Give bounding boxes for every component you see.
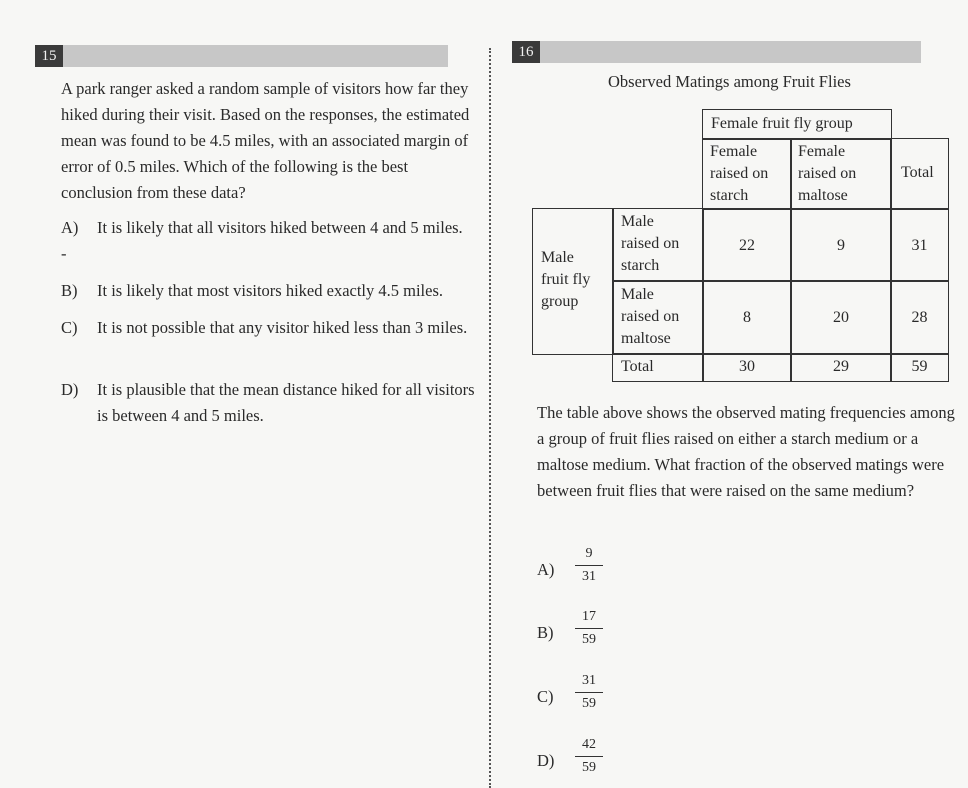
question-number: 16 <box>512 41 540 63</box>
cell-maltose-maltose: 20 <box>790 280 892 355</box>
cell-maltose-starch: 8 <box>702 280 792 355</box>
choice-letter: D) <box>537 751 555 770</box>
choice-letter: D) <box>61 380 79 399</box>
question-number: 15 <box>35 45 63 67</box>
cell-total-total: 59 <box>890 353 949 382</box>
cell-total-maltose: 29 <box>790 353 892 382</box>
choice-text: It is not possible that any visitor hiked less than 3 miles. <box>97 318 468 337</box>
choice-letter: C) <box>537 687 554 706</box>
fraction-numerator: 9 <box>575 545 603 566</box>
fraction-numerator: 17 <box>575 608 603 629</box>
col-header-starch: Female raised on starch <box>702 138 792 210</box>
col-header-maltose: Female raised on maltose <box>790 138 892 210</box>
fraction-denominator: 59 <box>582 760 596 775</box>
female-group-header: Female fruit fly group <box>702 109 892 140</box>
fraction <box>575 608 603 649</box>
column-divider <box>489 48 491 788</box>
table-title: Observed Matings among Fruit Flies <box>608 72 851 91</box>
fraction <box>575 672 603 713</box>
fraction <box>575 545 603 586</box>
fraction <box>575 736 603 777</box>
cell-total-starch: 30 <box>702 353 792 382</box>
cell-maltose-total: 28 <box>890 280 949 355</box>
choice-text: It is likely that all visitors hiked between 4 and 5 miles. <box>97 218 463 237</box>
row-header-maltose: Male raised on maltose <box>612 280 704 355</box>
question-15-header-bar <box>35 45 448 67</box>
choice-letter: A) <box>537 560 555 579</box>
fraction-numerator: 42 <box>575 736 603 757</box>
fraction-denominator: 31 <box>582 569 596 584</box>
fraction-numerator: 31 <box>575 672 603 693</box>
cell-starch-maltose: 9 <box>790 208 892 282</box>
cell-starch-total: 31 <box>890 208 949 282</box>
choice-text: It is likely that most visitors hiked exactly 4.5 miles. <box>97 281 444 300</box>
cell-starch-starch: 22 <box>702 208 792 282</box>
col-header-total: Total <box>890 138 949 210</box>
choice-letter: C) <box>61 318 78 337</box>
fraction-denominator: 59 <box>582 632 596 647</box>
choice-letter: A) - <box>61 218 79 263</box>
choice-letter: B) <box>61 281 78 300</box>
fraction-denominator: 59 <box>582 696 596 711</box>
question-16-header-bar <box>512 41 921 63</box>
row-header-starch: Male raised on starch <box>612 208 704 282</box>
male-group-header: Male fruit fly group <box>532 208 614 355</box>
choice-letter: B) <box>537 623 554 642</box>
question-15-stem: A park ranger asked a random sample of visitors how far they hiked during their visit. Based on the responses, the estimated mean was found to be 4.5 miles, with an associated margin of error of 0.5 miles. Which of the following is the best conclusion from these data? <box>61 79 470 202</box>
choice-text: It is plausible that the mean distance hiked for all visitors is between 4 and 5 miles. <box>97 380 475 425</box>
question-16-stem: The table above shows the observed mating frequencies among a group of fruit flies raised on either a starch medium or a maltose medium. What fraction of the observed matings were between fruit flies that were raised on the same medium? <box>537 403 955 500</box>
row-header-total: Total <box>612 353 704 382</box>
